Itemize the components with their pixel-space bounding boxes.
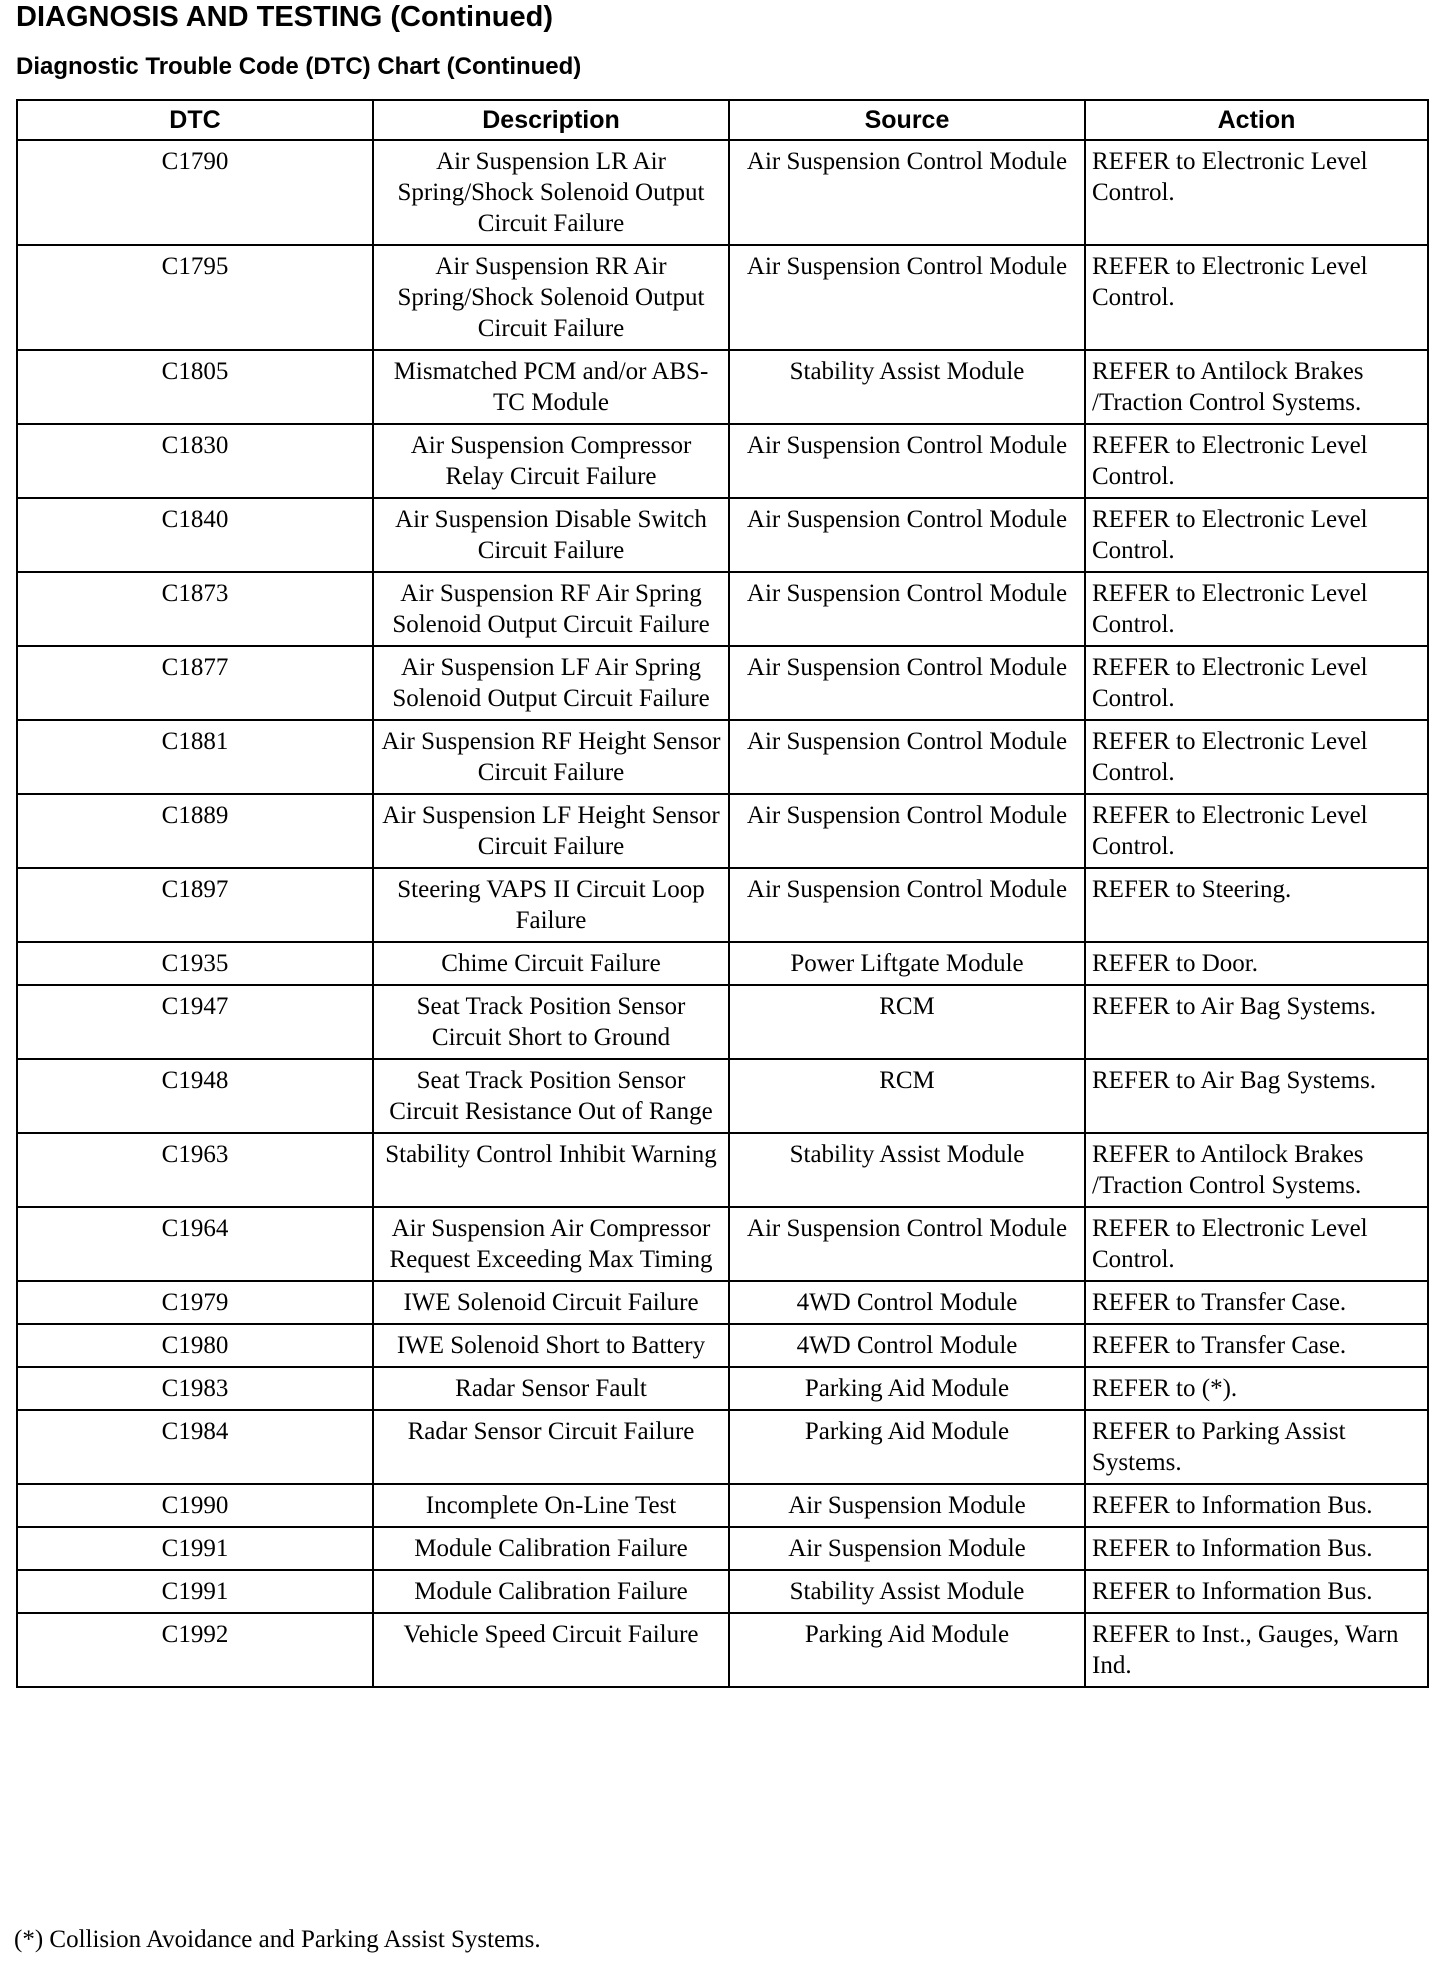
dtc-source: Air Suspension Control Module <box>729 646 1085 720</box>
dtc-action: REFER to Parking Assist Systems. <box>1085 1410 1428 1484</box>
table-row <box>17 985 1428 1059</box>
dtc-description: Steering VAPS II Circuit Loop Failure <box>373 868 729 942</box>
dtc-action: REFER to Door. <box>1085 942 1428 985</box>
dtc-code: C1795 <box>17 245 373 350</box>
dtc-source: Stability Assist Module <box>729 350 1085 424</box>
dtc-source: Air Suspension Control Module <box>729 424 1085 498</box>
dtc-code: C1881 <box>17 720 373 794</box>
dtc-source: Air Suspension Control Module <box>729 245 1085 350</box>
dtc-code: C1963 <box>17 1133 373 1207</box>
dtc-action: REFER to Electronic Level Control. <box>1085 572 1428 646</box>
dtc-description: Air Suspension Disable Switch Circuit Failure <box>373 498 729 572</box>
dtc-description: Air Suspension LF Height Sensor Circuit Failure <box>373 794 729 868</box>
dtc-source: Parking Aid Module <box>729 1410 1085 1484</box>
dtc-action: REFER to Information Bus. <box>1085 1570 1428 1613</box>
dtc-code: C1983 <box>17 1367 373 1410</box>
dtc-code: C1991 <box>17 1570 373 1613</box>
dtc-action: REFER to Electronic Level Control. <box>1085 646 1428 720</box>
dtc-code: C1979 <box>17 1281 373 1324</box>
dtc-source: Parking Aid Module <box>729 1367 1085 1410</box>
dtc-action: REFER to Transfer Case. <box>1085 1281 1428 1324</box>
dtc-code: C1947 <box>17 985 373 1059</box>
table-row <box>17 140 1428 245</box>
table-row <box>17 1133 1428 1207</box>
dtc-description: Air Suspension RR Air Spring/Shock Solenoid Output Circuit Failure <box>373 245 729 350</box>
dtc-source: Parking Aid Module <box>729 1613 1085 1687</box>
chart-title: Diagnostic Trouble Code (DTC) Chart (Continued) <box>16 53 582 80</box>
dtc-source: RCM <box>729 985 1085 1059</box>
dtc-source: Air Suspension Control Module <box>729 1207 1085 1281</box>
table-row <box>17 1484 1428 1527</box>
table-row <box>17 1570 1428 1613</box>
dtc-code: C1991 <box>17 1527 373 1570</box>
dtc-source: Stability Assist Module <box>729 1133 1085 1207</box>
dtc-description: Seat Track Position Sensor Circuit Resistance Out of Range <box>373 1059 729 1133</box>
dtc-action: REFER to Transfer Case. <box>1085 1324 1428 1367</box>
table-header <box>17 100 1428 140</box>
dtc-action: REFER to Inst., Gauges, Warn Ind. <box>1085 1613 1428 1687</box>
table-row <box>17 1324 1428 1367</box>
dtc-code: C1964 <box>17 1207 373 1281</box>
dtc-description: Radar Sensor Fault <box>373 1367 729 1410</box>
dtc-source: Stability Assist Module <box>729 1570 1085 1613</box>
dtc-action: REFER to Electronic Level Control. <box>1085 794 1428 868</box>
footnote: (*) Collision Avoidance and Parking Assist Systems. <box>14 1926 541 1953</box>
dtc-table <box>16 99 1429 1688</box>
dtc-source: Power Liftgate Module <box>729 942 1085 985</box>
dtc-source: Air Suspension Control Module <box>729 498 1085 572</box>
dtc-source: Air Suspension Control Module <box>729 868 1085 942</box>
dtc-code: C1980 <box>17 1324 373 1367</box>
dtc-action: REFER to Electronic Level Control. <box>1085 1207 1428 1281</box>
table-row <box>17 245 1428 350</box>
dtc-action: REFER to Electronic Level Control. <box>1085 140 1428 245</box>
dtc-code: C1948 <box>17 1059 373 1133</box>
dtc-source: Air Suspension Module <box>729 1527 1085 1570</box>
header-source: Source <box>729 100 1085 140</box>
dtc-description: Module Calibration Failure <box>373 1527 729 1570</box>
dtc-source: Air Suspension Control Module <box>729 140 1085 245</box>
table-row <box>17 720 1428 794</box>
dtc-code: C1873 <box>17 572 373 646</box>
table-row <box>17 1207 1428 1281</box>
dtc-source: Air Suspension Control Module <box>729 720 1085 794</box>
dtc-code: C1889 <box>17 794 373 868</box>
dtc-description: Module Calibration Failure <box>373 1570 729 1613</box>
table-row <box>17 942 1428 985</box>
header-dtc: DTC <box>17 100 373 140</box>
dtc-action: REFER to Electronic Level Control. <box>1085 424 1428 498</box>
dtc-description: IWE Solenoid Circuit Failure <box>373 1281 729 1324</box>
dtc-code: C1984 <box>17 1410 373 1484</box>
table-row <box>17 572 1428 646</box>
table-body <box>17 140 1428 1687</box>
table-row <box>17 1059 1428 1133</box>
table-row <box>17 498 1428 572</box>
dtc-source: RCM <box>729 1059 1085 1133</box>
page-title: DIAGNOSIS AND TESTING (Continued) <box>16 1 554 33</box>
table-row <box>17 350 1428 424</box>
table-row <box>17 868 1428 942</box>
dtc-code: C1897 <box>17 868 373 942</box>
dtc-description: Air Suspension RF Air Spring Solenoid Output Circuit Failure <box>373 572 729 646</box>
dtc-source: Air Suspension Control Module <box>729 794 1085 868</box>
dtc-description: Incomplete On-Line Test <box>373 1484 729 1527</box>
dtc-action: REFER to Electronic Level Control. <box>1085 245 1428 350</box>
dtc-action: REFER to Air Bag Systems. <box>1085 1059 1428 1133</box>
dtc-code: C1992 <box>17 1613 373 1687</box>
dtc-source: Air Suspension Module <box>729 1484 1085 1527</box>
dtc-action: REFER to (*). <box>1085 1367 1428 1410</box>
dtc-code: C1935 <box>17 942 373 985</box>
dtc-action: REFER to Antilock Brakes /Traction Control Systems. <box>1085 1133 1428 1207</box>
dtc-action: REFER to Electronic Level Control. <box>1085 498 1428 572</box>
dtc-description: Chime Circuit Failure <box>373 942 729 985</box>
dtc-source: Air Suspension Control Module <box>729 572 1085 646</box>
table-row <box>17 1527 1428 1570</box>
table-row <box>17 1367 1428 1410</box>
dtc-description: Air Suspension Air Compressor Request Exceeding Max Timing <box>373 1207 729 1281</box>
dtc-source: 4WD Control Module <box>729 1324 1085 1367</box>
table-row <box>17 794 1428 868</box>
dtc-code: C1990 <box>17 1484 373 1527</box>
dtc-description: Mismatched PCM and/or ABS-TC Module <box>373 350 729 424</box>
dtc-action: REFER to Steering. <box>1085 868 1428 942</box>
header-action: Action <box>1085 100 1428 140</box>
table-row <box>17 1281 1428 1324</box>
dtc-description: Air Suspension LF Air Spring Solenoid Output Circuit Failure <box>373 646 729 720</box>
dtc-code: C1840 <box>17 498 373 572</box>
dtc-description: IWE Solenoid Short to Battery <box>373 1324 729 1367</box>
dtc-description: Air Suspension Compressor Relay Circuit Failure <box>373 424 729 498</box>
dtc-action: REFER to Information Bus. <box>1085 1484 1428 1527</box>
table-row <box>17 424 1428 498</box>
dtc-description: Vehicle Speed Circuit Failure <box>373 1613 729 1687</box>
dtc-description: Seat Track Position Sensor Circuit Short to Ground <box>373 985 729 1059</box>
dtc-action: REFER to Information Bus. <box>1085 1527 1428 1570</box>
table-row <box>17 646 1428 720</box>
dtc-description: Radar Sensor Circuit Failure <box>373 1410 729 1484</box>
dtc-source: 4WD Control Module <box>729 1281 1085 1324</box>
dtc-code: C1830 <box>17 424 373 498</box>
dtc-description: Air Suspension LR Air Spring/Shock Solenoid Output Circuit Failure <box>373 140 729 245</box>
dtc-description: Stability Control Inhibit Warning <box>373 1133 729 1207</box>
table-row <box>17 1613 1428 1687</box>
dtc-description: Air Suspension RF Height Sensor Circuit Failure <box>373 720 729 794</box>
dtc-action: REFER to Antilock Brakes /Traction Control Systems. <box>1085 350 1428 424</box>
table-row <box>17 1410 1428 1484</box>
dtc-action: REFER to Air Bag Systems. <box>1085 985 1428 1059</box>
header-row <box>17 100 1428 140</box>
dtc-code: C1790 <box>17 140 373 245</box>
dtc-action: REFER to Electronic Level Control. <box>1085 720 1428 794</box>
dtc-code: C1805 <box>17 350 373 424</box>
header-description: Description <box>373 100 729 140</box>
dtc-code: C1877 <box>17 646 373 720</box>
